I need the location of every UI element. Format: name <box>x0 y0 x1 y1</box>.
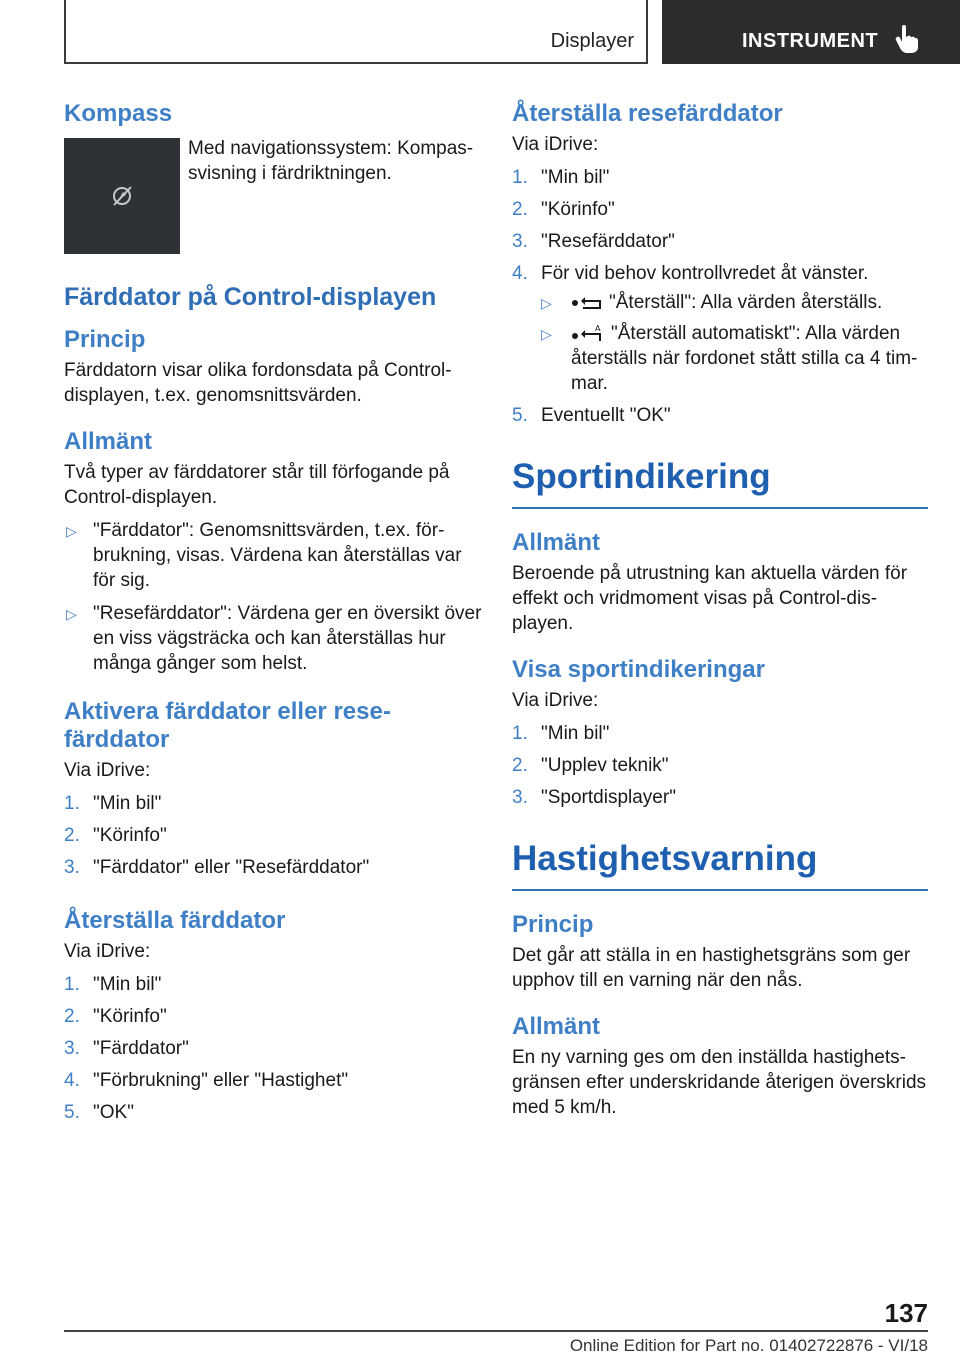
reset-rfd-substeps <box>541 290 928 396</box>
header-section-box <box>64 0 648 64</box>
fdc-allmant-text: Två typer av färddatorer står till förfogande på Control-displayen. <box>64 462 450 508</box>
kompass-block <box>64 138 482 254</box>
aterstall-via: Via iDrive: <box>64 941 151 962</box>
sport-allmant-text: Beroende på utrustning kan aktuella värden för effekt och vridmoment visas på Control-dis-playen. <box>512 563 908 634</box>
fdc-princip-title: Princip <box>64 326 146 353</box>
aktivera-steps <box>64 791 482 880</box>
reset-rfd-steps <box>512 165 928 428</box>
page-number: 137 <box>884 1298 928 1328</box>
list-item: 4. För vid behov kontrollvredet åt vänster. ▷ "Återställ": Alla värden återställs. ▷ A "Återställ automatiskt": Alla värden återställs när fordonet stått stilla ca 4 tim-mar. <box>512 261 928 396</box>
header-chapter-box <box>662 0 960 64</box>
list-item: 3. "Färddator" <box>64 1038 189 1059</box>
list-item: 3. "Resefärddator" <box>512 231 675 252</box>
reset-rfd-title: Återställa resefärddator <box>512 100 783 127</box>
aktivera-title: Aktivera färddator eller rese-färddator <box>64 698 391 753</box>
sport-steps <box>512 721 928 810</box>
list-item: ▷ A "Återställ automatiskt": Alla värden återställs när fordonet stått stilla ca 4 tim-mar. <box>541 323 918 394</box>
aterstall-title: Återställa färddator <box>64 907 286 934</box>
sport-section-title: Sportindikering <box>512 455 928 509</box>
list-item: 1. "Min bil" <box>64 974 162 995</box>
auto-reset-icon <box>571 324 605 344</box>
hast-section-title: Hastighetsvarning <box>512 837 928 891</box>
list-item: 1. "Min bil" <box>64 793 162 814</box>
reset-icon <box>571 295 603 311</box>
fdc-princip-text: Färddatorn visar olika fordonsdata på Control-displayen, t.ex. genomsnittsvärden. <box>64 360 452 406</box>
list-item: ▷ "Resefärddator": Värdena ger en översikt över en viss vägsträcka och kan återställas hur många gånger som helst. <box>66 603 482 674</box>
list-item: ▷ "Återställ": Alla värden återställs. <box>541 290 928 315</box>
list-item: 2. "Körinfo" <box>512 199 615 220</box>
hand-pointer-icon <box>894 24 920 54</box>
compass-off-icon <box>64 138 180 254</box>
list-item: 3. "Sportdisplayer" <box>512 787 676 808</box>
list-item: 2. "Upplev teknik" <box>512 755 669 776</box>
reset-rfd-via: Via iDrive: <box>512 134 599 155</box>
sport-visa-title: Visa sportindikeringar <box>512 656 765 683</box>
hast-allmant-title: Allmänt <box>512 1013 601 1040</box>
list-item: 4. "Förbrukning" eller "Hastighet" <box>64 1070 349 1091</box>
footer-divider <box>64 1330 928 1332</box>
hast-allmant-text: En ny varning ges om den inställda hastighets-gränsen efter underskridande återigen överskrids med 5 km/h. <box>512 1047 927 1118</box>
aterstall-steps <box>64 972 482 1125</box>
kompass-title: Kompass <box>64 100 173 127</box>
sport-allmant-title: Allmänt <box>512 529 601 556</box>
list-item: 2. "Körinfo" <box>64 825 167 846</box>
list-item: 1. "Min bil" <box>512 167 610 188</box>
list-item: 5. "OK" <box>64 1102 134 1123</box>
right-column <box>512 100 928 1120</box>
compass-display-image <box>64 138 180 254</box>
list-item: ▷ "Färddator": Genomsnittsvärden, t.ex. för-brukning, visas. Värdena kan återställas var för sig. <box>66 520 462 591</box>
left-column <box>64 100 482 1132</box>
list-item: 2. "Körinfo" <box>64 1006 167 1027</box>
header-section-label: Displayer <box>550 30 634 52</box>
page-header <box>0 0 960 66</box>
fdc-allmant-title: Allmänt <box>64 428 153 455</box>
triangle-bullet-icon: ▷ <box>66 523 77 539</box>
list-item: 5. Eventuellt "OK" <box>512 405 671 426</box>
triangle-bullet-icon: ▷ <box>541 295 552 311</box>
hast-princip-text: Det går att ställa in en hastighetsgräns som ger upphov till en varning när den nås. <box>512 945 911 991</box>
fdc-bullet-list <box>64 518 482 676</box>
list-item: 3. "Färddator" eller "Resefärddator" <box>64 857 370 878</box>
kompass-text: Med navigationssystem: Kompas-svisning i färdriktningen. <box>188 138 474 184</box>
sport-via: Via iDrive: <box>512 690 599 711</box>
svg-text:A: A <box>595 323 601 333</box>
list-item: 1. "Min bil" <box>512 723 610 744</box>
hast-princip-title: Princip <box>512 911 594 938</box>
aktivera-via: Via iDrive: <box>64 760 151 781</box>
fdc-section-title: Färddator på Control-displayen <box>64 283 437 311</box>
edition-text: Online Edition for Part no. 01402722876 - VI/18 <box>569 1336 928 1355</box>
triangle-bullet-icon: ▷ <box>66 606 77 622</box>
header-chapter-label: INSTRUMENT <box>742 30 879 52</box>
triangle-bullet-icon: ▷ <box>541 326 552 342</box>
